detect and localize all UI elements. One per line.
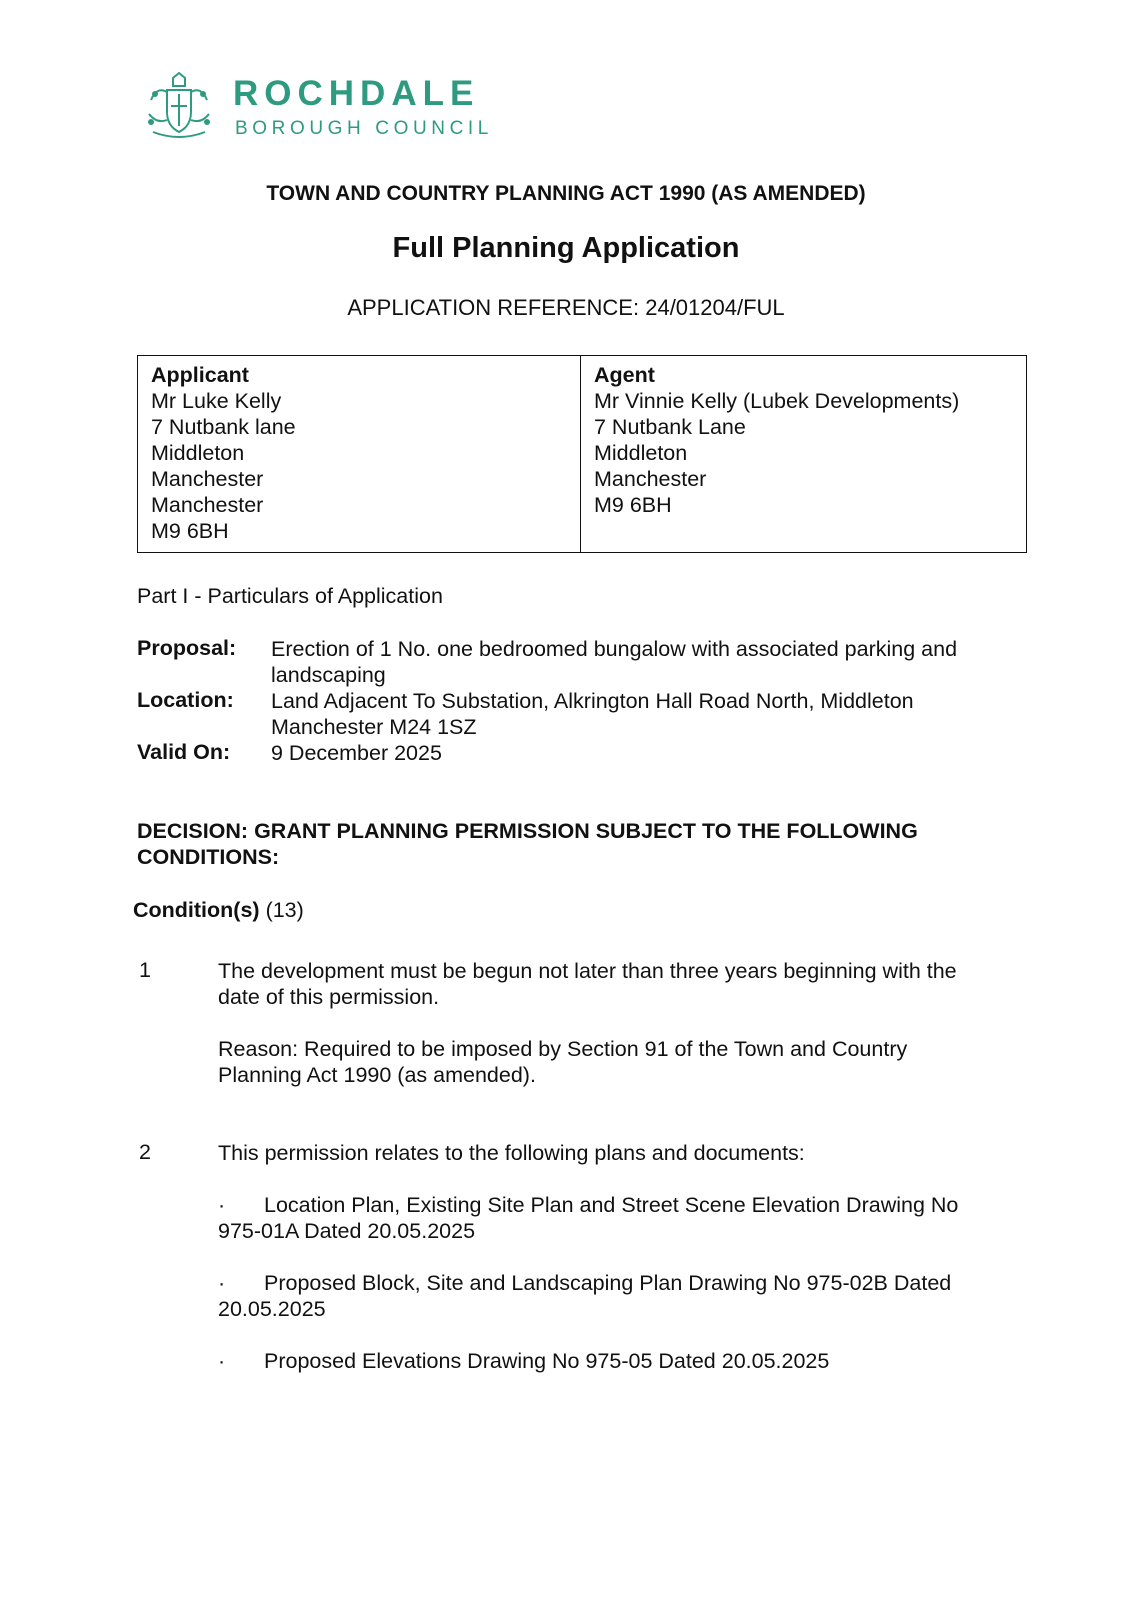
decision-heading: DECISION: GRANT PLANNING PERMISSION SUBJECT TO THE FOLLOWING CONDITIONS: <box>137 819 918 869</box>
reference-value: 24/01204/FUL <box>645 295 785 320</box>
plan-list-item <box>218 1192 988 1244</box>
bullet-icon: · <box>218 1271 226 1295</box>
agent-line: Mr Vinnie Kelly (Lubek Developments) <box>594 389 960 413</box>
applicant-line: M9 6BH <box>151 519 229 543</box>
valid-on-value: 9 December 2025 <box>271 741 442 765</box>
valid-on-label: Valid On: <box>137 740 231 764</box>
applicant-line: Manchester <box>151 467 264 491</box>
applicant-heading: Applicant <box>151 363 249 387</box>
agent-line: 7 Nutbank Lane <box>594 415 746 439</box>
coat-of-arms-icon <box>143 70 215 142</box>
agent-cell <box>581 356 1026 552</box>
application-reference <box>0 295 1132 321</box>
agent-line: M9 6BH <box>594 493 672 517</box>
condition-text: The development must be begun not later than three years beginning with the date of this permission. <box>218 959 957 1009</box>
plan-item-text: Location Plan, Existing Site Plan and Street Scene Elevation Drawing No 975-01A Dated 20.05.2025 <box>218 1193 959 1243</box>
bullet-icon: · <box>218 1349 226 1373</box>
agent-heading: Agent <box>594 363 655 387</box>
proposal-label: Proposal: <box>137 636 237 660</box>
applicant-cell <box>138 356 581 552</box>
logo-wordmark-council: BOROUGH COUNCIL <box>235 118 493 139</box>
conditions-count: (13) <box>265 898 304 922</box>
location-label: Location: <box>137 688 234 712</box>
bullet-icon: · <box>218 1193 226 1217</box>
applicant-line: 7 Nutbank lane <box>151 415 296 439</box>
plan-list-item <box>218 1270 988 1322</box>
act-heading: TOWN AND COUNTRY PLANNING ACT 1990 (AS AMENDED) <box>266 182 866 205</box>
plan-item-text: Proposed Block, Site and Landscaping Plan Drawing No 975-02B Dated 20.05.2025 <box>218 1271 952 1321</box>
condition-number: 1 <box>139 958 151 982</box>
proposal-value: Erection of 1 No. one bedroomed bungalow with associated parking and landscaping <box>271 637 958 687</box>
applicant-line: Manchester <box>151 493 264 517</box>
page-title: Full Planning Application <box>392 232 740 264</box>
agent-line: Manchester <box>594 467 707 491</box>
plan-item-text: Proposed Elevations Drawing No 975-05 Dated 20.05.2025 <box>264 1349 830 1373</box>
applicant-agent-table <box>137 355 1027 553</box>
conditions-label: Condition(s) <box>133 898 260 922</box>
location-value: Land Adjacent To Substation, Alkrington Hall Road North, Middleton Manchester M24 1SZ <box>271 689 914 739</box>
particulars-heading: Part I - Particulars of Application <box>137 584 443 608</box>
plan-list-item <box>218 1348 988 1374</box>
condition-number: 2 <box>139 1140 151 1164</box>
condition-reason: Reason: Required to be imposed by Section 91 of the Town and Country Planning Act 1990 (as amended). <box>218 1037 908 1087</box>
applicant-line: Mr Luke Kelly <box>151 389 282 413</box>
reference-label: APPLICATION REFERENCE: <box>347 295 640 320</box>
council-logo <box>143 70 503 150</box>
condition-text: This permission relates to the following plans and documents: <box>218 1141 805 1165</box>
agent-line: Middleton <box>594 441 688 465</box>
applicant-line: Middleton <box>151 441 245 465</box>
logo-wordmark-rochdale: ROCHDALE <box>233 74 480 113</box>
conditions-heading <box>133 898 304 923</box>
